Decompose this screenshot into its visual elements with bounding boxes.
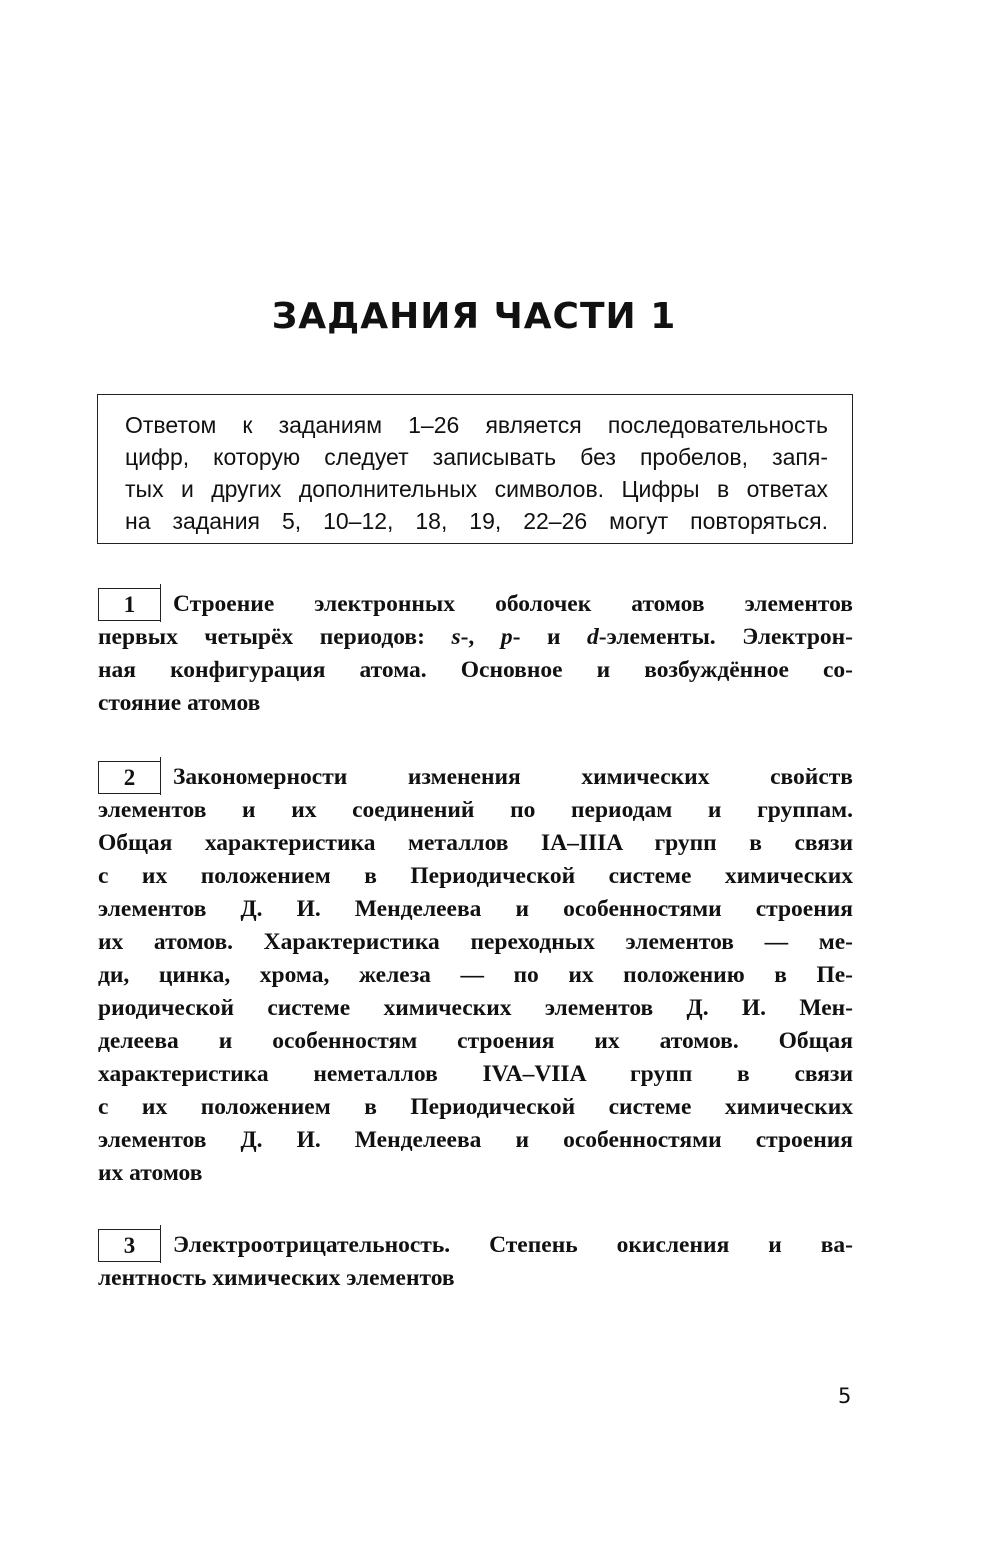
task-line: с их положением в Периодической системе химических <box>98 1094 853 1120</box>
task-number-box: 3 <box>98 1229 160 1262</box>
task-line: ная конфигурация атома. Основное и возбуждённое со- <box>98 657 853 683</box>
task-2 <box>98 761 853 1190</box>
task-line: делеева и особенностям строения их атомов. Общая <box>98 1028 853 1054</box>
task-line: с их положением в Периодической системе химических <box>98 863 853 889</box>
task-line: риодической системе химических элементов Д. И. Мен- <box>98 995 853 1021</box>
page-number: 5 <box>838 1384 852 1408</box>
instructions-line: на задания 5, 10–12, 18, 19, 22–26 могут повторяться. <box>125 508 828 534</box>
task-line: элементов Д. И. Менделеева и особенностями строения <box>98 896 853 922</box>
task-line: характеристика неметаллов IVA–VIIA групп в связи <box>98 1061 853 1087</box>
task-line: первых четырёх периодов: s-, p- и d-элементы. Электрон- <box>98 624 854 650</box>
task-number-box: 1 <box>98 588 160 621</box>
task-number-divider <box>160 584 161 622</box>
task-line: их атомов <box>98 1160 203 1186</box>
task-number-box: 2 <box>98 761 160 794</box>
instructions-line: Ответом к заданиям 1–26 является последовательность <box>125 412 828 438</box>
task-line: Строение электронных оболочек атомов элементов <box>173 591 853 617</box>
task-line: Общая характеристика металлов IA–IIIA групп в связи <box>98 830 853 856</box>
task-line: Закономерности изменения химических свойств <box>173 764 853 790</box>
task-line: элементов Д. И. Менделеева и особенностями строения <box>98 1127 853 1153</box>
instructions-line: цифр, которую следует записывать без пробелов, запя- <box>125 444 828 470</box>
task-line: элементов и их соединений по периодам и группам. <box>98 797 853 823</box>
instructions-box <box>97 394 853 544</box>
instructions-line: тых и других дополнительных символов. Цифры в ответах <box>125 476 828 502</box>
task-1 <box>98 588 853 720</box>
task-number-divider <box>160 757 161 795</box>
task-3 <box>98 1229 853 1295</box>
task-line: стояние атомов <box>98 690 261 716</box>
task-line: их атомов. Характеристика переходных элементов — ме- <box>98 929 853 955</box>
task-line: ди, цинка, хрома, железа — по их положению в Пе- <box>98 962 853 988</box>
task-number-divider <box>160 1225 161 1263</box>
page-title: ЗАДАНИЯ ЧАСТИ 1 <box>271 296 677 337</box>
task-line: Электроотрицательность. Степень окисления и ва- <box>173 1232 853 1258</box>
task-line: лентность химических элементов <box>98 1265 455 1291</box>
